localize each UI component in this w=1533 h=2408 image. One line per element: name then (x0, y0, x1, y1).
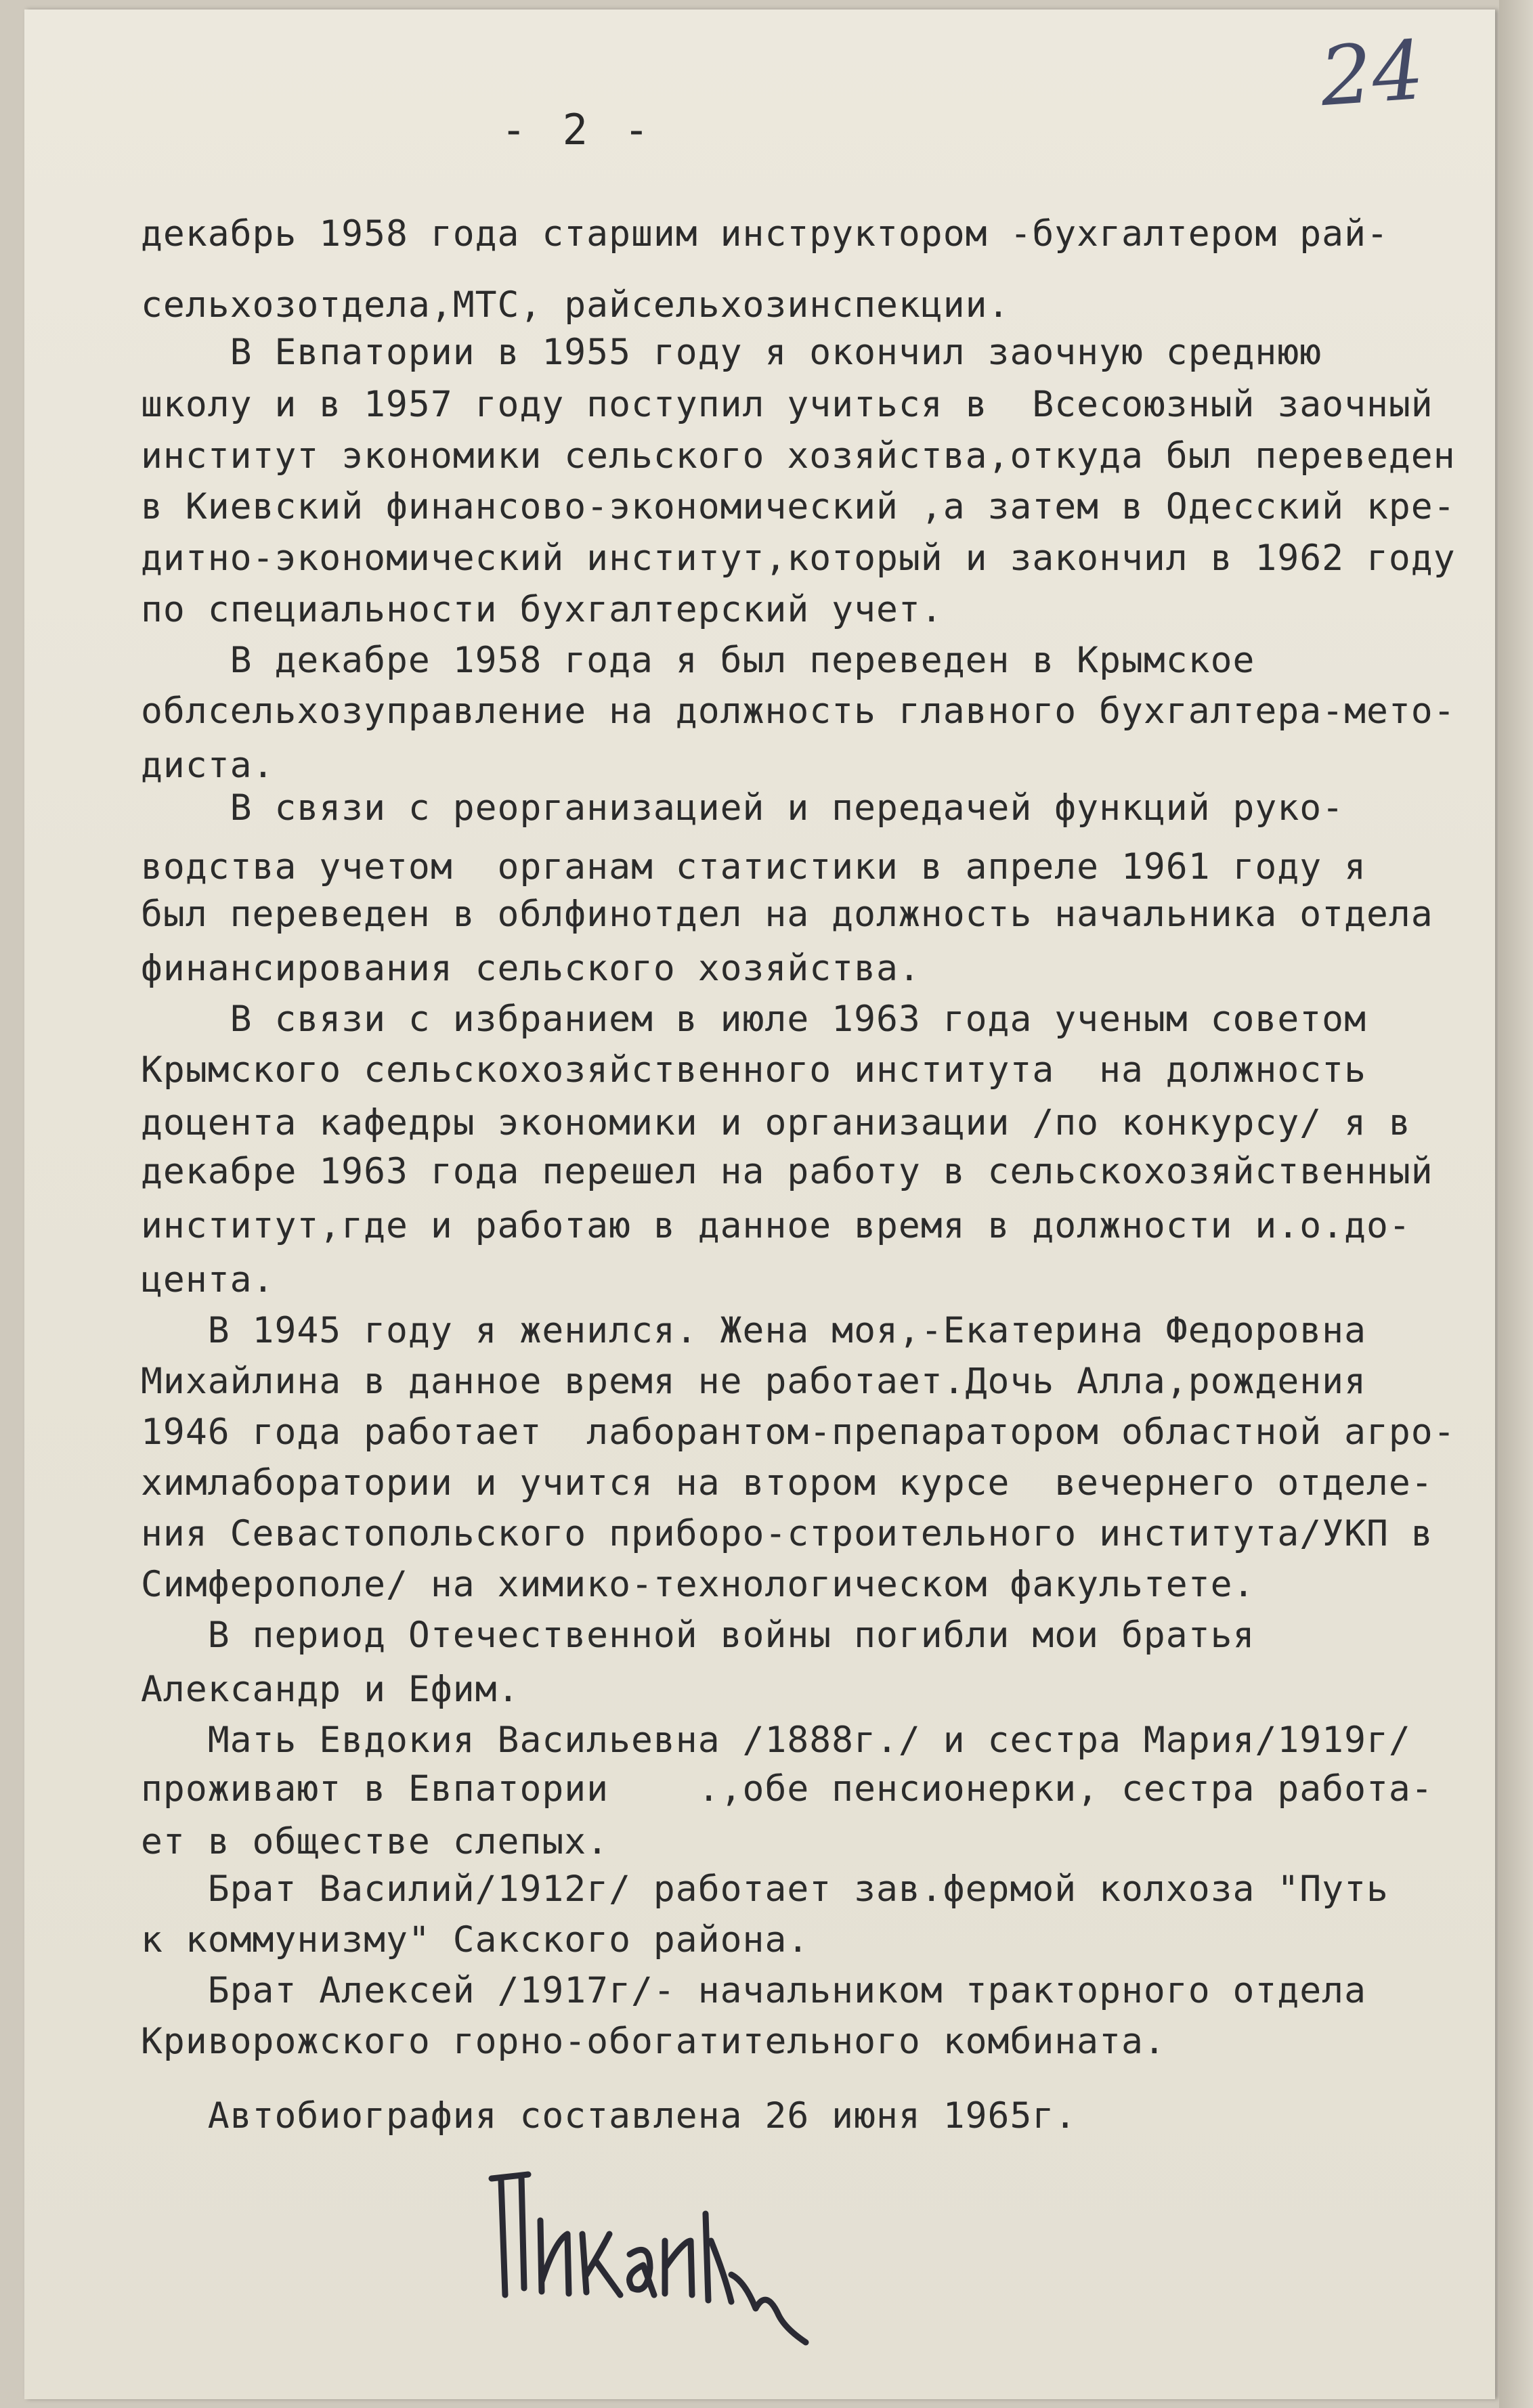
text-line: Криворожского горно-обогатительного комбината. (141, 2021, 1166, 2062)
text-line: Брат Василий/1912г/ работает зав.фермой колхоза "Путь (141, 1868, 1389, 1910)
text-line: Крымского сельскохозяйственного института на должность (141, 1049, 1366, 1091)
text-line: Александр и Ефим. (141, 1669, 520, 1710)
text-line: ния Севастопольского приборо-строительного института/УКП в (141, 1513, 1433, 1554)
text-line: В связи с реорганизацией и передачей функций руко- (141, 787, 1345, 829)
text-line: к коммунизму" Сакского района. (141, 1919, 810, 1961)
text-line: В декабре 1958 года я был переведен в Крымское (141, 640, 1255, 681)
text-line: В 1945 году я женился. Жена моя,-Екатерина Федоровна (141, 1310, 1366, 1351)
page-number: - 2 - (501, 105, 655, 154)
text-line: В период Отечественной войны погибли мои братья (141, 1615, 1255, 1656)
text-line: Автобиография составлена 26 июня 1965г. (141, 2095, 1077, 2137)
text-line: дитно-экономический институт,который и закончил в 1962 году (141, 538, 1456, 579)
text-line: проживают в Евпатории .,обе пенсионерки, сестра работа- (141, 1768, 1433, 1810)
text-line: школу и в 1957 году поступил учиться в Всесоюзный заочный (141, 384, 1433, 425)
text-line: декабре 1963 года перешел на работу в сельскохозяйственный (141, 1151, 1433, 1192)
text-line: Мать Евдокия Васильевна /1888г./ и сестра Мария/1919г/ (141, 1720, 1411, 1761)
text-line: Михайлина в данное время не работает.Дочь Алла,рождения (141, 1361, 1366, 1402)
text-line: Брат Алексей /1917г/- начальником тракторного отдела (141, 1970, 1366, 2011)
text-line: Симферополе/ на химико-технологическом факультете. (141, 1564, 1255, 1605)
text-line: был переведен в облфинотдел на должность начальника отдела (141, 894, 1433, 935)
text-line: по специальности бухгалтерский учет. (141, 589, 943, 630)
text-line: финансирования сельского хозяйства. (141, 948, 921, 989)
text-line: В Евпатории в 1955 году я окончил заочную среднюю (141, 332, 1322, 373)
text-line: 1946 года работает лаборантом-препаратором областной агро- (141, 1411, 1456, 1453)
text-line: облсельхозуправление на должность главного бухгалтера-мето- (141, 691, 1456, 732)
text-line: В связи с избранием в июле 1963 года ученым советом (141, 999, 1366, 1040)
text-line: сельхозотдела,МТС, райсельхозинспекции. (141, 284, 1010, 326)
text-line: институт,где и работаю в данное время в должности и.о.до- (141, 1205, 1411, 1246)
text-line: химлаборатории и учится на втором курсе вечернего отделе- (141, 1462, 1433, 1504)
text-line: цента. (141, 1259, 275, 1300)
text-line: доцента кафедры экономики и организации /по конкурсу/ я в (141, 1102, 1411, 1143)
text-line: в Киевский финансово-экономический ,а затем в Одесский кре- (141, 486, 1456, 527)
page-edge (1499, 0, 1533, 2408)
archive-page-number: 24 (1317, 23, 1427, 125)
handwritten-signature (488, 2139, 867, 2369)
text-line: диста. (141, 745, 275, 786)
text-line: ет в обществе слепых. (141, 1821, 609, 1862)
text-line: институт экономики сельского хозяйства,откуда был переведен (141, 435, 1456, 477)
text-line: декабрь 1958 года старшим инструктором -бухгалтером рай- (141, 213, 1389, 255)
text-line: водства учетом органам статистики в апреле 1961 году я (141, 846, 1366, 888)
